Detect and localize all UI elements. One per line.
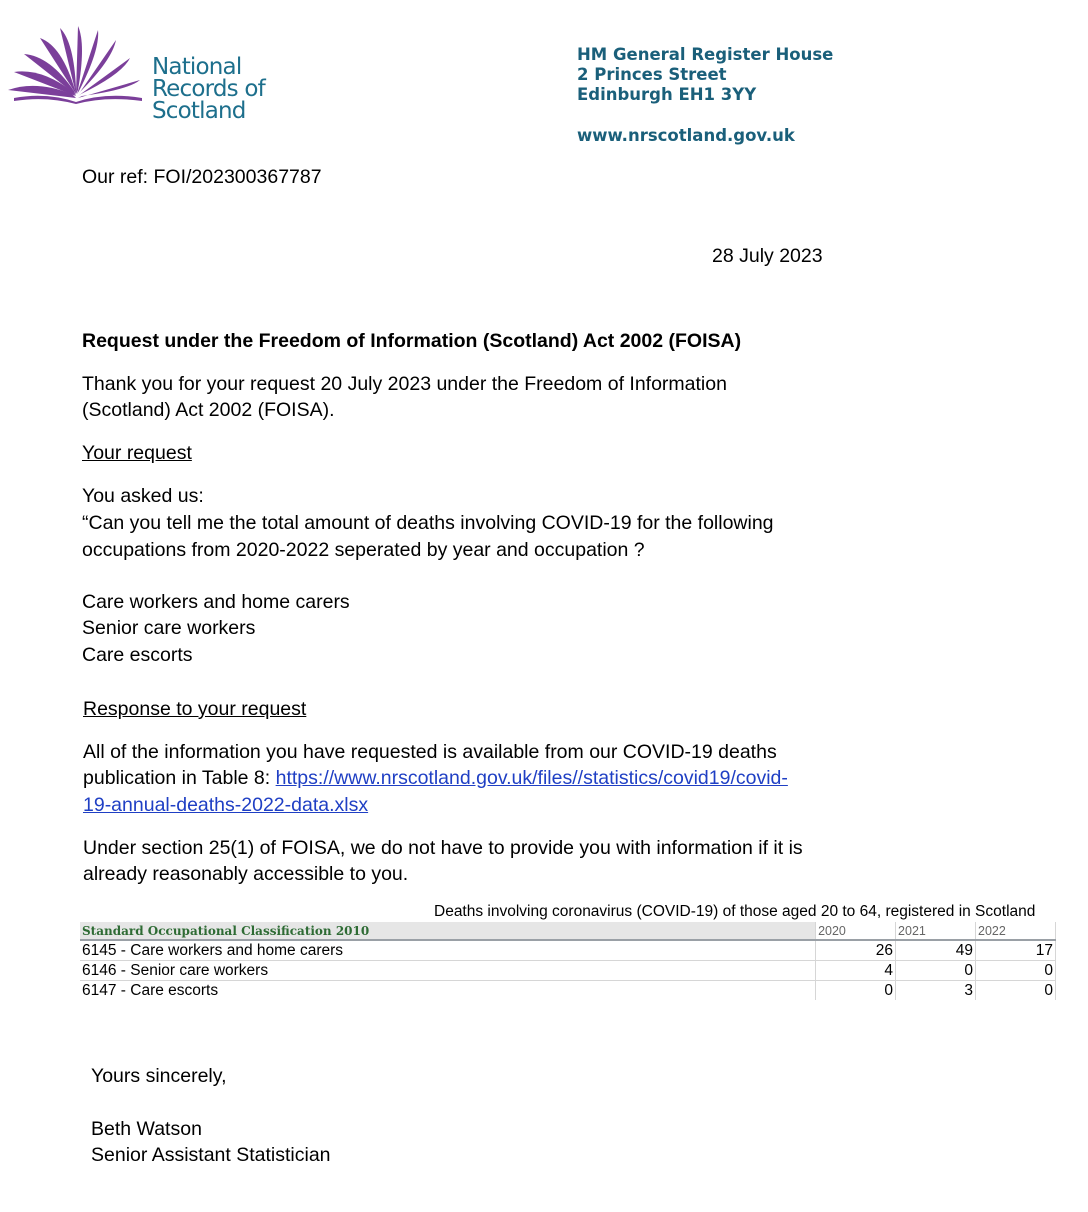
book-fan-icon (6, 24, 148, 104)
data-file-link[interactable]: https://www.nrscotland.gov.uk/files//statistics/covid19/covid- (275, 767, 788, 789)
address-line: HM General Register House (577, 45, 834, 64)
response-prefix: publication in Table 8: (83, 767, 276, 789)
website-url: www.nrscotland.gov.uk (577, 126, 795, 145)
occupation-cell: 6146 - Senior care workers (80, 961, 816, 981)
response-heading: Response to your request (83, 698, 307, 720)
value-cell: 0 (816, 981, 896, 1001)
closing: Yours sincerely, (91, 1065, 227, 1087)
intro-line: Thank you for your request 20 July 2023 under the Freedom of Information (82, 373, 727, 395)
header-year: 2021 (896, 922, 976, 940)
occupation-deaths-table (80, 922, 1056, 1000)
value-cell: 3 (896, 981, 976, 1001)
table-row (80, 940, 1056, 961)
logo-line: Records of (152, 76, 265, 102)
link-continuation (83, 792, 368, 819)
table-row (80, 961, 1056, 981)
response-line (83, 765, 788, 792)
value-cell: 49 (896, 940, 976, 961)
value-cell: 0 (896, 961, 976, 981)
address-block (577, 45, 833, 105)
table-header-row (80, 922, 1056, 940)
question-line: “Can you tell me the total amount of deaths involving COVID-19 for the following (82, 512, 774, 534)
our-reference: Our ref: FOI/202300367787 (82, 166, 322, 188)
table-title: Deaths involving coronavirus (COVID-19) of those aged 20 to 64, registered in Scotland (434, 903, 1036, 920)
value-cell: 0 (976, 961, 1056, 981)
value-cell: 4 (816, 961, 896, 981)
occupation-cell: 6145 - Care workers and home carers (80, 940, 816, 961)
value-cell: 0 (976, 981, 1056, 1001)
nrs-logo (6, 24, 276, 124)
address-line: 2 Princes Street (577, 65, 727, 84)
data-file-link-continued[interactable]: 19-annual-deaths-2022-data.xlsx (83, 794, 369, 816)
question-line: occupations from 2020-2022 seperated by year and occupation ? (82, 539, 645, 561)
your-request-heading: Your request (82, 442, 192, 464)
signatory-title: Senior Assistant Statistician (91, 1144, 331, 1166)
header-year: 2022 (976, 922, 1056, 940)
response-line: All of the information you have requested is available from our COVID-19 deaths (83, 741, 777, 763)
section-line: already reasonably accessible to you. (83, 863, 409, 885)
occupation-cell: 6147 - Care escorts (80, 981, 816, 1001)
signatory-name: Beth Watson (91, 1118, 202, 1140)
section-line: Under section 25(1) of FOISA, we do not have to provide you with information if it is (83, 837, 803, 859)
value-cell: 26 (816, 940, 896, 961)
occupation-item: Senior care workers (82, 617, 256, 639)
value-cell: 17 (976, 940, 1056, 961)
letter-date: 28 July 2023 (712, 245, 823, 267)
occupation-item: Care workers and home carers (82, 591, 350, 613)
logo-wordmark (152, 56, 265, 122)
address-line: Edinburgh EH1 3YY (577, 85, 757, 104)
logo-line: Scotland (152, 98, 246, 124)
occupation-item: Care escorts (82, 644, 193, 666)
letter-heading: Request under the Freedom of Information (Scotland) Act 2002 (FOISA) (82, 330, 742, 352)
you-asked-label: You asked us: (82, 485, 204, 507)
logo-line: National (152, 54, 242, 80)
header-year: 2020 (816, 922, 896, 940)
table-row (80, 981, 1056, 1001)
intro-line: (Scotland) Act 2002 (FOISA). (82, 399, 335, 421)
header-soc: Standard Occupational Classification 2010 (80, 922, 816, 940)
